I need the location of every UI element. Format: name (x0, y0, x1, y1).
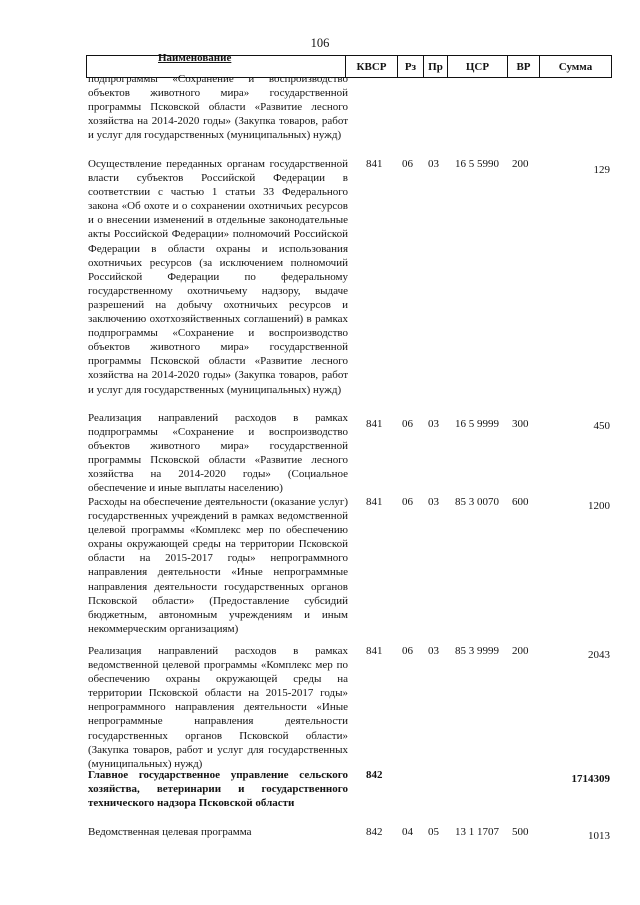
row-vr: 200 (512, 158, 529, 170)
header-sum: Сумма (539, 56, 611, 77)
row-pr: 03 (428, 496, 439, 508)
row-rz: 04 (402, 826, 413, 838)
header-name: Наименование (158, 52, 232, 64)
row-rz: 06 (402, 418, 413, 430)
row-pr: 03 (428, 645, 439, 657)
row-pr: 03 (428, 158, 439, 170)
row-name: подпрограммы «Сохранение и воспроизводство объектов животного мира» государственной программы Псковской области «Развитие лесного хозяйства на 2014-2020 годы» (Закупка товаров, работ и услуг для государственных (муниципальных) нужд) (88, 73, 348, 142)
row-sum: 129 (593, 164, 610, 176)
row-csr: 16 5 5990 (455, 158, 499, 170)
row-sum: 1013 (588, 830, 610, 842)
row-kvsr: 841 (366, 645, 383, 657)
row-sum: 1714309 (571, 773, 610, 785)
row-name: Ведомственная целевая программа (88, 826, 252, 838)
header-kvsr: КВСР (345, 56, 397, 77)
row-sum: 450 (593, 420, 610, 432)
row-csr: 13 1 1707 (455, 826, 499, 838)
header-pr: Пр (423, 56, 447, 77)
row-csr: 85 3 9999 (455, 645, 499, 657)
row-kvsr: 841 (366, 418, 383, 430)
row-kvsr: 842 (366, 769, 383, 781)
row-vr: 500 (512, 826, 529, 838)
row-name: Главное государственное управление сельского хозяйства, ветеринарии и государственного технического надзора Псковской области (88, 769, 348, 810)
row-vr: 600 (512, 496, 529, 508)
row-pr: 03 (428, 418, 439, 430)
page-number: 106 (310, 36, 330, 50)
row-pr: 05 (428, 826, 439, 838)
header-vr: ВР (507, 56, 539, 77)
row-rz: 06 (402, 645, 413, 657)
row-kvsr: 841 (366, 496, 383, 508)
row-vr: 200 (512, 645, 529, 657)
row-csr: 16 5 9999 (455, 418, 499, 430)
row-name: Расходы на обеспечение деятельности (оказание услуг) государственных учреждений в рамках ведомственной целевой программы «Комплекс мер по обеспечению охраны окружающей среды на территории Псковской области на 2015-2017 годы» непрограммного направления деятельности «Иные непрограммные направления деятельности государственных органов Псковской области» (Предоставление субсидий бюджетным, автономным учреждениям и иным некоммерческим организациям) (88, 496, 348, 635)
row-vr: 300 (512, 418, 529, 430)
row-sum: 1200 (588, 500, 610, 512)
row-rz: 06 (402, 496, 413, 508)
row-name: Осуществление переданных органам государственной власти субъектов Российской Федерации в соответствии с частью 1 статьи 33 Федерального закона «Об охоте и о сохранении охотничьих ресурсов и о внесении изменений в отдельные законодательные акты Российской Федерации» полномочий Российской Федерации в области охраны и использования охотничьих ресурсов (за исключением полномочий Российской Федерации по федеральному государственному охотничьему надзору, выдаче разрешений на добычу охотничьих ресурсов и заключению охотхозяйственных соглашений) в рамках подпрограммы «Сохранение и воспроизводство объектов животного мира» государственной программы Псковской области «Развитие лесного хозяйства на 2014-2020 годы» (Закупка товаров, работ и услуг для государственных (муниципальных) нужд) (88, 158, 348, 396)
header-rz: Рз (397, 56, 423, 77)
row-name: Реализация направлений расходов в рамках ведомственной целевой программы «Комплекс мер по обеспечению охраны окружающей среды на территории Псковской области на 2015-2017 годы» непрограммного направления деятельности «Иные непрограммные направления деятельности государственных органов Псковской области» (Закупка товаров, работ и услуг для государственных (муниципальных) нужд) (88, 645, 348, 770)
row-kvsr: 842 (366, 826, 383, 838)
row-sum: 2043 (588, 649, 610, 661)
row-csr: 85 3 0070 (455, 496, 499, 508)
row-kvsr: 841 (366, 158, 383, 170)
row-rz: 06 (402, 158, 413, 170)
header-csr: ЦСР (447, 56, 507, 77)
row-name: Реализация направлений расходов в рамках подпрограммы «Сохранение и воспроизводство объектов животного мира» государственной программы Псковской области «Развитие лесного хозяйства на 2014-2020 годы» (Социальное обеспечение и иные выплаты населению) (88, 412, 348, 495)
